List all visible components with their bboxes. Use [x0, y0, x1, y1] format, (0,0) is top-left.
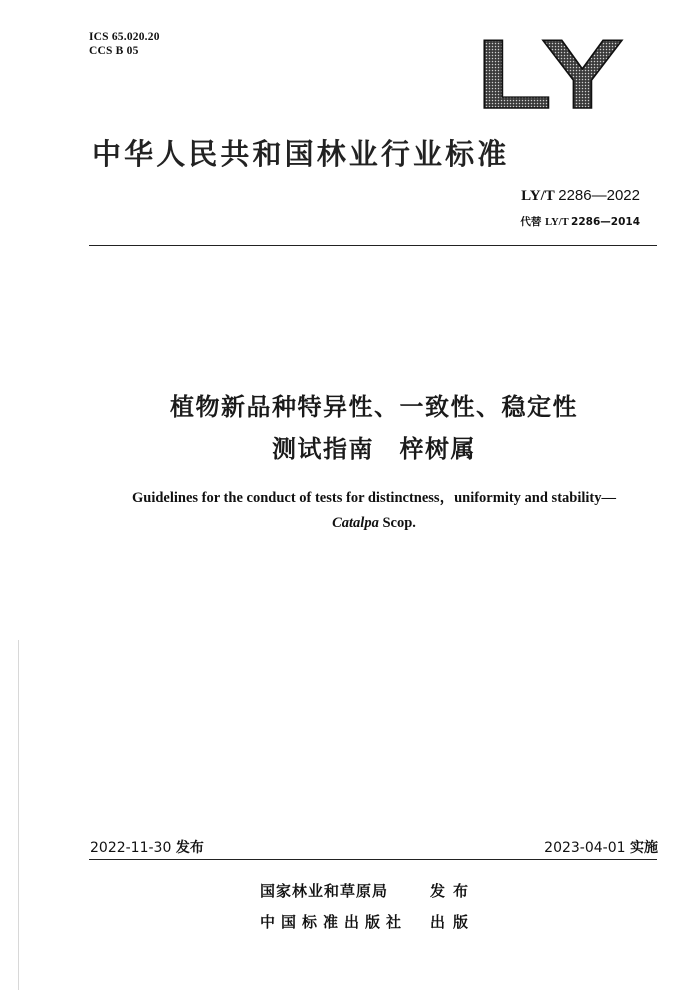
effective-label: 实施	[630, 840, 658, 856]
issuing-body-title: 中华人民共和国林业行业标准	[92, 137, 510, 171]
title-cn-line-2: 测试指南 梓树属	[272, 435, 476, 463]
issue-date-value: 2022-11-30	[90, 840, 172, 856]
standard-code: 2286—2022	[558, 187, 640, 204]
title-cn-line-1: 植物新品种特异性、一致性、稳定性	[170, 393, 578, 421]
publisher-org: 国家林业和草原局	[260, 882, 389, 900]
issue-label: 发布	[175, 840, 204, 856]
standard-prefix: LY/T	[521, 188, 559, 204]
top-divider	[89, 245, 657, 246]
replaces-standard	[520, 214, 640, 229]
effective-date-value: 2023-04-01	[544, 840, 626, 856]
issue-date	[90, 837, 204, 857]
scan-edge-line	[18, 640, 19, 990]
publisher-action: 出版	[430, 913, 477, 931]
replaces-label: 代替	[520, 216, 546, 228]
replaces-code: 2286—2014	[571, 216, 640, 228]
publisher-org: 中国标准出版社	[260, 913, 408, 931]
ccs-code: CCS B 05	[89, 45, 139, 57]
title-en-line-1: Guidelines for the conduct of tests for distinctness，uniformity and stability—	[131, 490, 617, 506]
standard-number	[521, 187, 640, 205]
ly-logo	[476, 36, 626, 110]
bottom-divider	[89, 859, 657, 860]
publisher-action: 发布	[430, 882, 477, 900]
replaces-prefix: LY/T	[545, 217, 572, 228]
publisher-row	[260, 911, 476, 932]
logo-letters: LY	[476, 36, 624, 110]
ics-code: ICS 65.020.20	[89, 31, 160, 43]
effective-date	[544, 837, 658, 857]
publisher-row	[260, 880, 476, 901]
genus-authority: Scop.	[378, 515, 416, 531]
genus-name: Catalpa	[332, 515, 379, 531]
classification-codes	[89, 30, 160, 58]
title-en-line-2	[70, 511, 678, 535]
